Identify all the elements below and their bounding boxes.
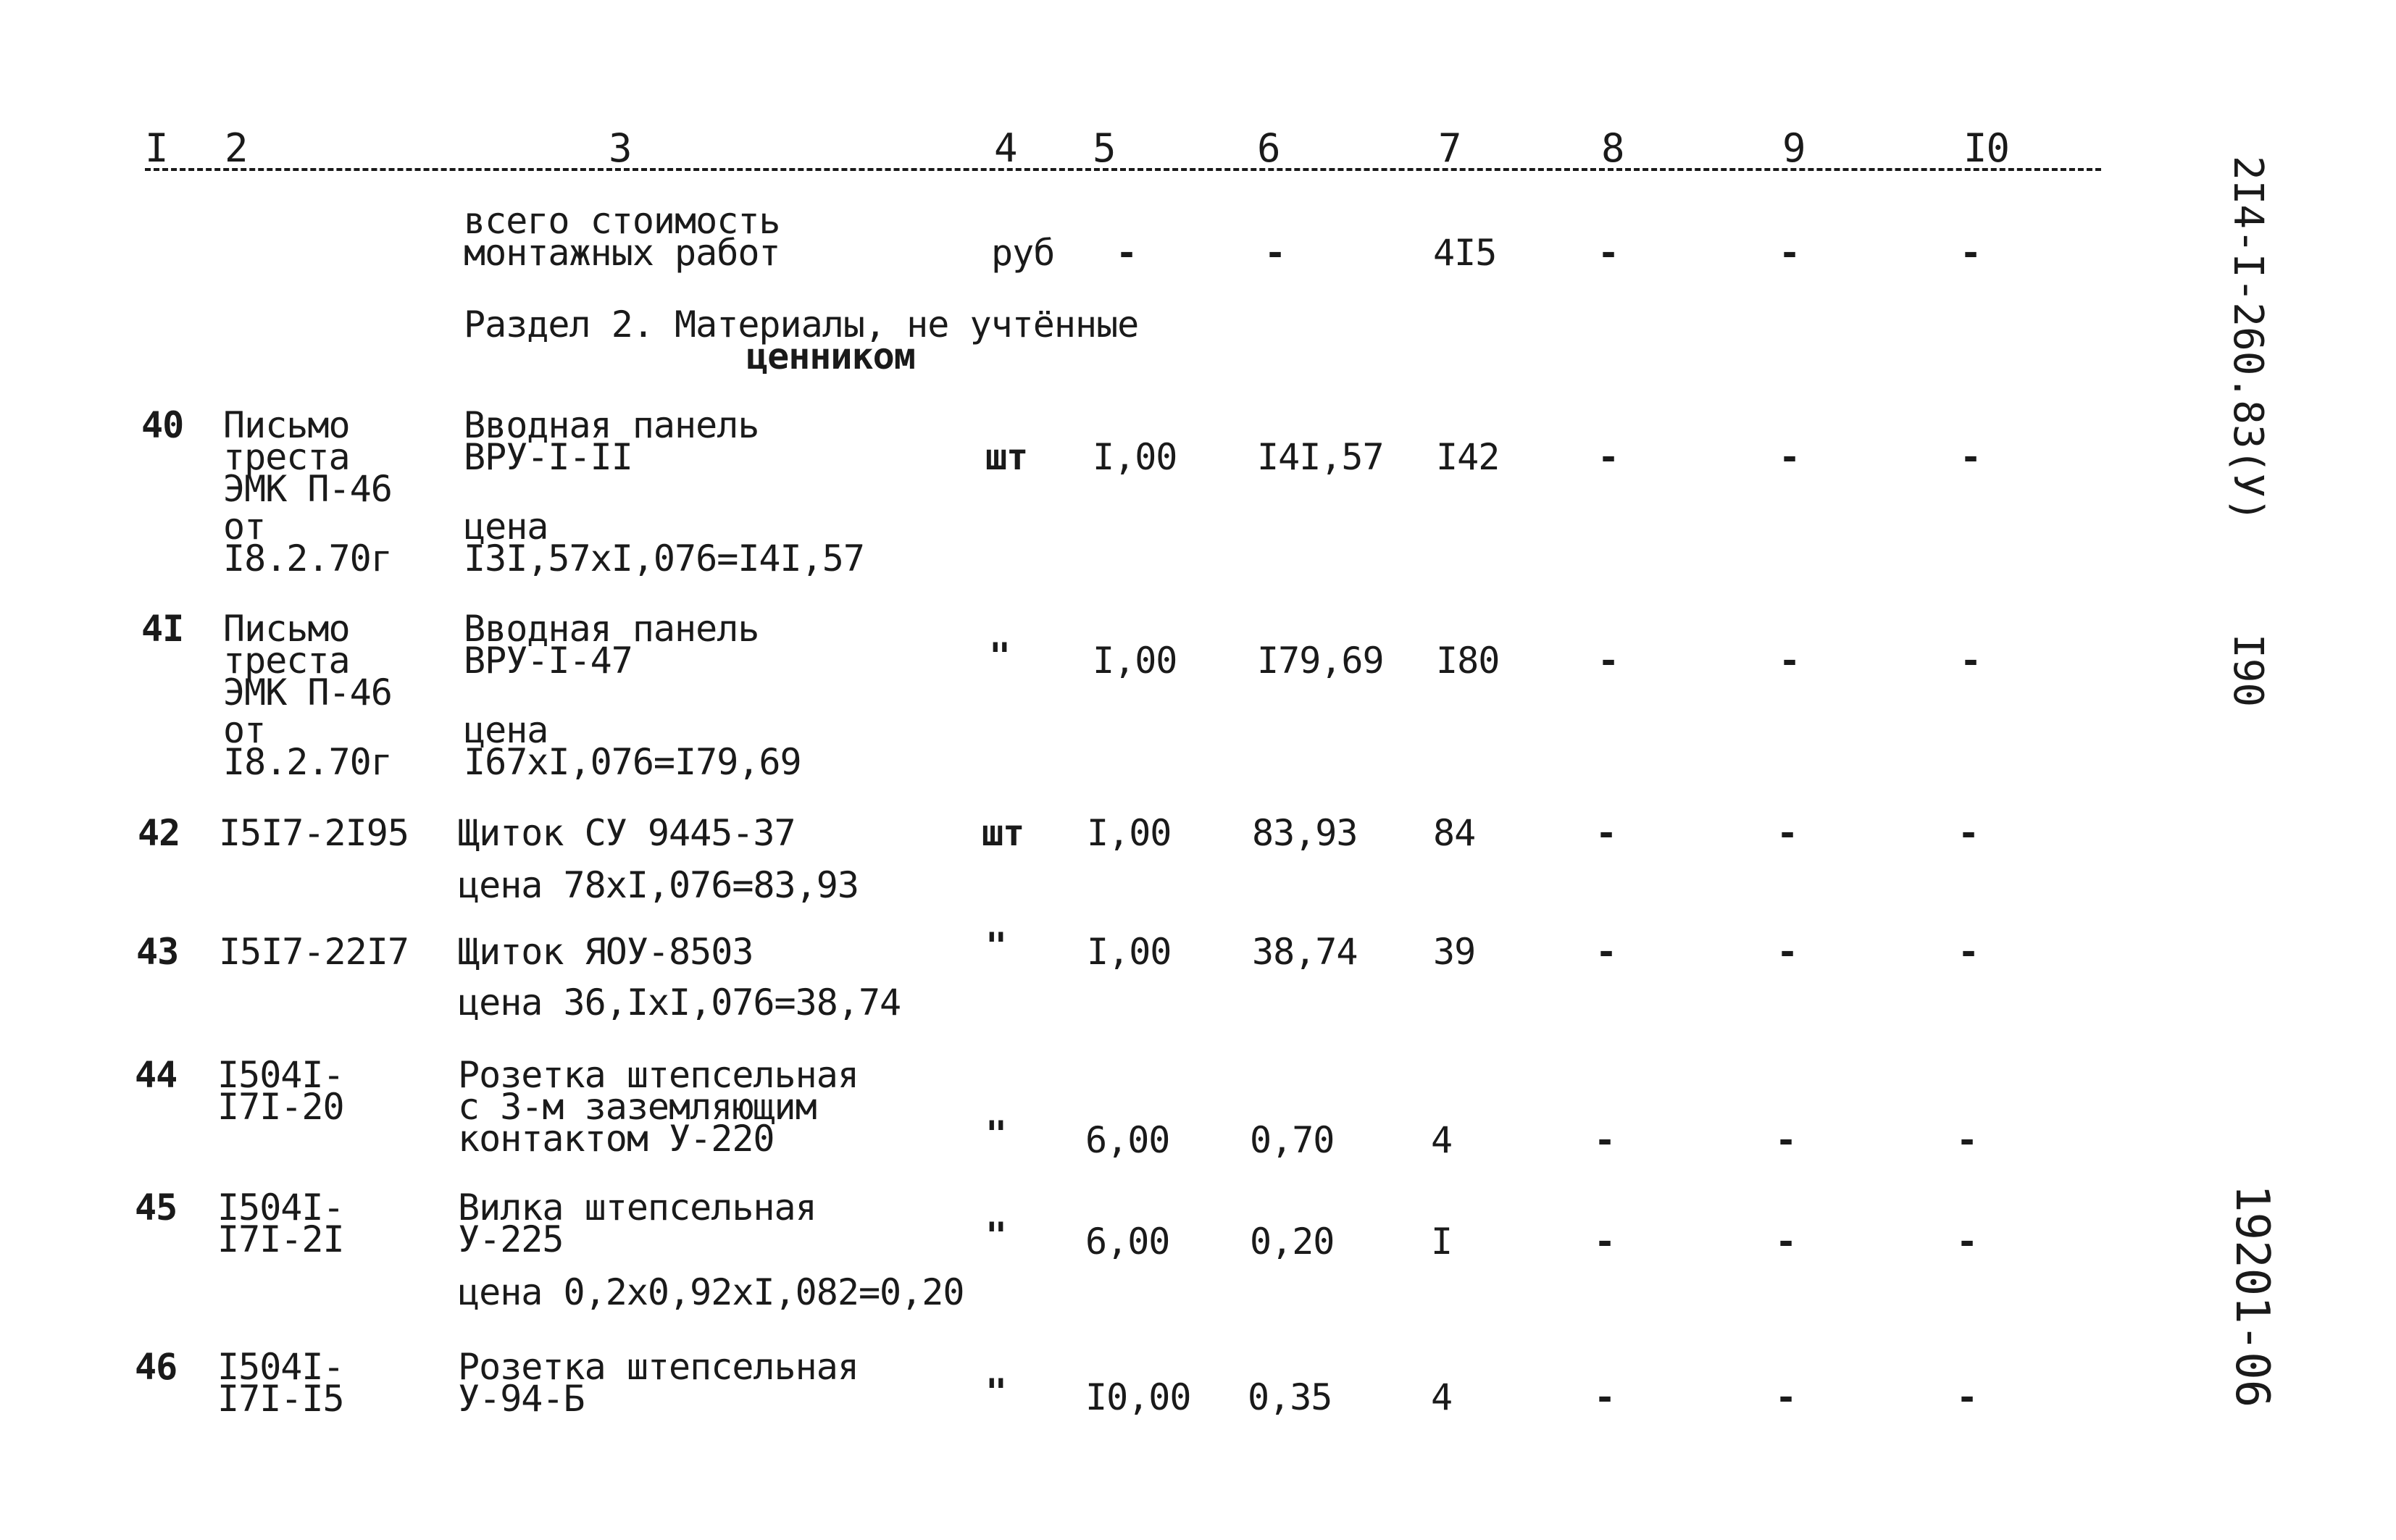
col-num-1: I xyxy=(145,125,168,171)
row-ref-line: Письмо xyxy=(223,404,350,446)
row-qty: 6,00 xyxy=(1085,1221,1170,1263)
col-num-4: 4 xyxy=(994,125,1017,171)
total-col9: - xyxy=(1779,232,1800,274)
col-num-6: 6 xyxy=(1257,125,1280,171)
row-col9: - xyxy=(1777,812,1798,854)
row-price-line: цена xyxy=(464,506,548,548)
row-unit: шт xyxy=(985,436,1028,478)
row-ref-line: I504I- xyxy=(217,1346,344,1388)
row-name-line: Щиток СУ 9445-37 xyxy=(458,812,796,854)
row-ref-line: ЭМК П-46 xyxy=(223,468,392,510)
row-ref-line: I7I-I5 xyxy=(217,1378,344,1420)
row-price: I4I,57 xyxy=(1257,436,1384,478)
row-qty: 6,00 xyxy=(1085,1119,1170,1161)
row-total: I80 xyxy=(1436,640,1500,682)
row-name-line: Щиток ЯОУ-8503 xyxy=(458,931,754,973)
row-price-line: I3I,57xI,076=I4I,57 xyxy=(464,537,864,579)
row-col9: - xyxy=(1779,436,1800,478)
row-name-line: У-94-Б xyxy=(458,1378,585,1420)
section-heading-line2: ценником xyxy=(746,335,915,377)
row-total: 84 xyxy=(1433,812,1476,854)
row-price: 0,35 xyxy=(1248,1376,1332,1418)
row-col10: - xyxy=(1958,931,1979,973)
row-qty: I,00 xyxy=(1087,812,1172,854)
row-price: 0,20 xyxy=(1250,1221,1335,1263)
row-name-line: У-225 xyxy=(458,1218,564,1260)
row-number: 4I xyxy=(141,608,184,650)
row-total: 4 xyxy=(1431,1119,1453,1161)
row-col10: - xyxy=(1956,1221,1978,1263)
total-qty: - xyxy=(1116,232,1138,274)
row-col9: - xyxy=(1775,1221,1797,1263)
col-num-9: 9 xyxy=(1782,125,1806,171)
row-unit: " xyxy=(985,925,1007,967)
row-col10: - xyxy=(1956,1376,1978,1418)
row-name-line: Вводная панель xyxy=(464,404,759,446)
row-unit: " xyxy=(985,1371,1007,1413)
row-number: 44 xyxy=(135,1054,178,1096)
row-ref-line: I504I- xyxy=(217,1054,344,1096)
row-total: I xyxy=(1431,1221,1453,1263)
row-ref-line: от xyxy=(223,506,266,548)
row-col9: - xyxy=(1777,931,1798,973)
row-total: 39 xyxy=(1433,931,1476,973)
page-number-vertical: I90 xyxy=(2224,634,2271,708)
row-unit: " xyxy=(989,635,1011,677)
row-ref-line: I7I-20 xyxy=(217,1086,344,1128)
col-num-7: 7 xyxy=(1438,125,1461,171)
row-number: 43 xyxy=(136,931,179,973)
row-col10: - xyxy=(1958,812,1979,854)
row-ref-line: треста xyxy=(223,640,350,682)
col-num-8: 8 xyxy=(1601,125,1624,171)
row-name-line: ВРУ-I-II xyxy=(464,436,633,478)
row-col9: - xyxy=(1775,1119,1797,1161)
col-num-10: I0 xyxy=(1963,125,2010,171)
row-ref-line: I5I7-22I7 xyxy=(219,931,409,973)
row-price-line: цена 36,IxI,076=38,74 xyxy=(458,982,901,1024)
row-ref-line: Письмо xyxy=(223,608,350,650)
section-heading-line1: Раздел 2. Материалы, не учтённые xyxy=(464,304,1139,346)
col-num-5: 5 xyxy=(1093,125,1116,171)
row-col8: - xyxy=(1594,1119,1616,1161)
row-number: 46 xyxy=(135,1346,178,1388)
row-unit: " xyxy=(985,1215,1007,1257)
row-col8: - xyxy=(1598,640,1619,682)
row-name-line: Вилка штепсельная xyxy=(458,1187,817,1229)
row-name-line: Вводная панель xyxy=(464,608,759,650)
row-col9: - xyxy=(1775,1376,1797,1418)
row-qty: I,00 xyxy=(1093,436,1177,478)
total-sum: 4I5 xyxy=(1433,232,1497,274)
row-name-line: Розетка штепсельная xyxy=(458,1346,859,1388)
row-price: I79,69 xyxy=(1257,640,1384,682)
row-col8: - xyxy=(1594,1376,1616,1418)
row-col8: - xyxy=(1595,931,1617,973)
row-col10: - xyxy=(1956,1119,1978,1161)
row-price: 83,93 xyxy=(1252,812,1358,854)
row-price-line: I67xI,076=I79,69 xyxy=(464,741,801,783)
row-ref-line: I8.2.70г xyxy=(223,537,392,579)
row-ref-line: I5I7-2I95 xyxy=(219,812,409,854)
row-name-line: ВРУ-I-47 xyxy=(464,640,633,682)
header-rule xyxy=(145,168,2101,175)
row-price: 38,74 xyxy=(1252,931,1358,973)
row-name-line: контактом У-220 xyxy=(458,1118,775,1160)
total-col8: - xyxy=(1598,232,1619,274)
row-price-line: цена 0,2x0,92xI,082=0,20 xyxy=(458,1271,964,1313)
row-col10: - xyxy=(1960,640,1982,682)
total-label-line2: монтажных работ xyxy=(464,232,780,274)
row-unit: шт xyxy=(982,812,1024,854)
row-total: I42 xyxy=(1436,436,1500,478)
row-col9: - xyxy=(1779,640,1800,682)
col-num-2: 2 xyxy=(225,125,248,171)
doc-code-vertical: 2I4-I-260.83(У) xyxy=(2224,156,2271,522)
row-number: 45 xyxy=(135,1187,178,1229)
row-price-line: цена xyxy=(464,709,548,751)
row-number: 40 xyxy=(141,404,184,446)
row-qty: I,00 xyxy=(1087,931,1172,973)
album-number-vertical: 19201-06 xyxy=(2225,1184,2279,1408)
row-price: 0,70 xyxy=(1250,1119,1335,1161)
row-qty: I,00 xyxy=(1093,640,1177,682)
row-ref-line: ЭМК П-46 xyxy=(223,671,392,713)
total-label-line1: всего стоимость xyxy=(464,200,780,242)
row-ref-line: I7I-2I xyxy=(217,1218,344,1260)
row-ref-line: I504I- xyxy=(217,1187,344,1229)
total-price: - xyxy=(1264,232,1286,274)
row-total: 4 xyxy=(1431,1376,1453,1418)
row-ref-line: от xyxy=(223,709,266,751)
row-ref-line: треста xyxy=(223,436,350,478)
total-col10: - xyxy=(1960,232,1982,274)
row-unit: " xyxy=(985,1113,1007,1155)
row-col8: - xyxy=(1594,1221,1616,1263)
row-name-line: Розетка штепсельная xyxy=(458,1054,859,1096)
row-col10: - xyxy=(1960,436,1982,478)
row-qty: I0,00 xyxy=(1085,1376,1191,1418)
col-num-3: 3 xyxy=(609,125,632,171)
row-ref-line: I8.2.70г xyxy=(223,741,392,783)
total-unit: руб xyxy=(991,232,1055,274)
row-price-line: цена 78xI,076=83,93 xyxy=(458,864,859,906)
row-col8: - xyxy=(1598,436,1619,478)
row-col8: - xyxy=(1595,812,1617,854)
row-name-line: с 3-м заземляющим xyxy=(458,1086,817,1128)
row-number: 42 xyxy=(138,812,180,854)
